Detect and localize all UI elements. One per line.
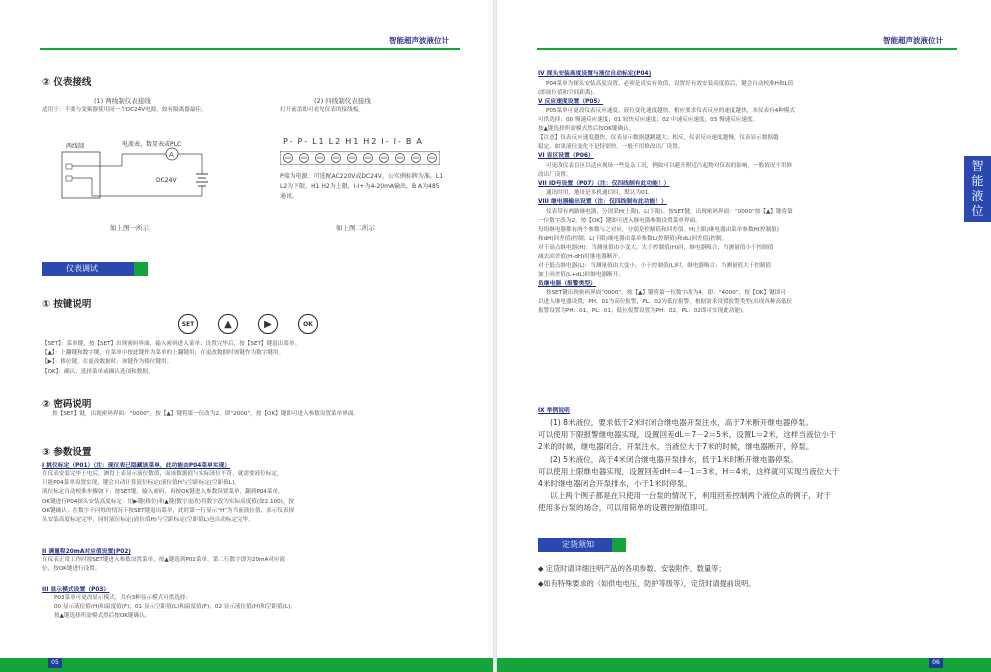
- right-section-line: 以进入继电器设置，PH、01为高位报警，PL、02为低位报警。根据需求设置报警类型(出现各种高低位: [538, 299, 793, 305]
- label-dc24v: DC24V: [156, 177, 177, 184]
- left-page: [0, 0, 494, 672]
- side-tab-char: 智: [971, 159, 984, 173]
- example-line: 可以使用下限报警继电器实现，设置回差dL＝7－2＝5米，设置L＝2米，这样当液位小于: [538, 430, 837, 440]
- password-title: ② 密码说明: [42, 399, 92, 410]
- key-line-up: 【▲】：上翻键和数字键，在菜单中按此键作为菜单的上翻键用；在更改数据时该键作为数字键用。: [42, 350, 285, 357]
- terminal-label: L1: [312, 137, 326, 146]
- terminal-label: A: [416, 137, 424, 146]
- p01-line: 在仪表安装完毕上电后，测得上表显示液位数值，而该数据值与实际液位不符，就需要液位标定。: [42, 471, 283, 477]
- terminal-b: [66, 176, 72, 181]
- right-section-line: 可更改仪表盲区以适应现场一些复杂工况，例如可以避开附近凸起物对仪表的影响，一般情况不用修: [546, 162, 793, 169]
- right-section-title: VI 盲区设置（P06）: [538, 153, 594, 159]
- key-line-ok: 【OK】：确认、选择菜单或确认选项和数据。: [42, 368, 154, 375]
- right-section-line: 对于高点继电器(H)：当测量值由小变大，大于控制值(H)时，继电器吸合；当测量值小于控制值: [538, 244, 774, 251]
- wiring-col2-text: 打开前盖即可看见仪表的接线板。: [280, 107, 364, 113]
- wiring-title: ② 仪表接线: [42, 77, 92, 88]
- right-footer-band: [497, 658, 991, 672]
- terminal-a: [66, 164, 72, 169]
- right-section-line: 改出厂设置。: [538, 171, 572, 178]
- side-tab-char: 位: [971, 204, 984, 218]
- right-section-line: 每组继电器都有两个参数与之对应，分别是控制值和回差值。H(上限)继电器由菜单参数H(控制值): [538, 226, 779, 233]
- section-bar-order: 定货须知: [538, 538, 612, 552]
- key-line-right: 【▶】：移位键，在更改数据时，该键作为移位键用。: [42, 359, 173, 366]
- caption-fig2: 如上图二所示: [336, 224, 375, 232]
- up-key: ▲: [218, 314, 238, 334]
- terminal-note: P端为电源：可选配AC220V或DC24V。公实例标牌为准。L1 L2为下限，H1 H2为上限，I-I+为4-20mA输出，B A为485通讯。: [280, 173, 444, 200]
- terminal-label: B: [405, 137, 414, 146]
- key-line-set: 【SET】：菜单键，按【SET】出现密码界面，输入密码进入菜单；设置完毕后，按【SET】键退出菜单。: [42, 341, 301, 347]
- example-line: 使用多台泵的场合，可以用简单的设置控制值即可。: [538, 503, 713, 513]
- two-wire-diagram: [52, 134, 237, 204]
- right-section-line: 通讯时用，地址是多机通信时，默认为01。: [546, 190, 654, 196]
- caption-fig1: 如上图一所示: [110, 224, 149, 232]
- p01-line: 液位标定自动校准步骤如下：按SET键，输入密码，再按OK键进入参数设置菜单，翻到P04菜单，: [42, 489, 284, 496]
- right-section-line: 减去回差值(H-dH)时继电器断开。: [538, 253, 624, 260]
- right-key: ▶: [258, 314, 278, 334]
- right-section-title: V 反应速度设置（P05）: [538, 98, 604, 105]
- p03-line: 00 显示液位值(H)和温度值(F)；01 显示空距值(L)和温度值(F)；02 显示液位值(H)和空距值(L)。: [54, 604, 296, 611]
- p03-body: [54, 594, 464, 622]
- p02-title: II 满量程20mA对应值设置(P02): [42, 549, 131, 555]
- left-footer-band: [0, 658, 494, 672]
- p01-line: OK键确认；在数字不闪烁的情况下按SET键退出菜单，此时第一行显示“H”为当前液位值，表示仪表探: [42, 507, 295, 514]
- p01-body: [42, 470, 466, 525]
- right-section-line: 按SET键出现密码界面“0000”，按【▲】键将第一位数字改为4，即：“4000”，按【OK】键即可: [546, 290, 786, 296]
- svg-text:A: A: [169, 151, 174, 159]
- section-bar-debug: 仪表调试: [42, 262, 134, 276]
- example-line: 可以使用上限继电器实现，设置回差dH＝4－1＝3米，H＝4米，这样就可实现当液位大于: [538, 466, 840, 476]
- left-header-line: [40, 48, 460, 50]
- keys-description: [42, 340, 462, 377]
- right-section-line: 可供选择：00 慢速反应速度；01 较快反应速度；02 中速反应速度；03 慢速反应速度。: [538, 117, 759, 123]
- terminal-labels: [283, 137, 427, 146]
- label-2wire: 两线制: [66, 143, 85, 150]
- right-page: [497, 0, 991, 672]
- terminal-label: H2: [363, 137, 379, 146]
- left-page-number: 05: [48, 658, 62, 668]
- right-section-line: P04菜单为探头安装高度设置，必须是真实有效值，设置好有效安装高度值后，键会自动校准H和L值: [546, 80, 794, 87]
- right-section-line: 对于低点继电器(L)：当测量值由大变小，小于控制值(L)时，继电器吸合；当测量值大于控制值: [538, 262, 772, 269]
- p01-title: I 挑仪标定（P01）（注：现仪表已隐藏该菜单，此功能由P04菜单实现）: [42, 463, 231, 469]
- example-line: (2) 5米液位，高于4米闭合继电器开泵排水，低于1米时断开继电器停泵。: [550, 454, 798, 464]
- terminal-label: I-: [393, 137, 403, 146]
- right-section-title: IV 探头安装高度设置与液位自动标定(P04): [538, 71, 652, 77]
- terminal-label: P-: [283, 137, 295, 146]
- left-header-title: 智能超声波液位计: [389, 36, 449, 45]
- keys-title: ① 按键说明: [42, 299, 92, 310]
- example-line: 以上两个例子都是在只使用一台泵的情况下，利用回差控制两个液位点的例子，对于: [550, 491, 831, 501]
- terminal-label: I-: [381, 137, 391, 146]
- p02-line: 在仪表正常工作时按SET键进入参数设置菜单，按▲键选到P02菜单，第二行数字即为20mA对应液: [42, 557, 286, 563]
- right-section-line: 和dH(回差值)控制；L(下限)继电器由菜单参数L(控制值)和dL(回差值)控制。: [538, 235, 728, 242]
- example-body: [538, 417, 958, 515]
- right-section-line: 按▲键选择所需模式然后按OK键确认。: [538, 126, 635, 132]
- side-tab: [964, 156, 991, 222]
- right-section-line: 稳定。如果液位变化不是特别快，一般不用修改出厂设置。: [538, 144, 684, 150]
- password-text: 按【SET】键，出现密码界面：“0000”，按【▲】键将第一位改为2，即“2000”，按【OK】键即可进入参数设置菜单界面。: [52, 411, 360, 417]
- right-section-line: 仪表带有两路继电器，分别采H(上限)、L(下限)。按SET键，出现密码界面：“0000”按【▲】键将第: [546, 208, 793, 215]
- p02-body: [42, 556, 466, 574]
- example-line: 2米的时候，继电器闭合，开泵注水，当液位大于7米的时候，继电器断开，停泵。: [538, 442, 814, 452]
- right-section-title: VII ID号设置（P07）（注：仅四线制有此功能！）: [538, 180, 670, 187]
- order-bullet-1: ◆ 定货时请详细注明产品的各项参数、安装附件、数量等；: [538, 564, 726, 573]
- right-page-number: 06: [929, 658, 943, 668]
- right-section-line: P05菜单可更改仪表反应速度，液位变化速度越快，相应要求仪表反应的速度越快，本仪表有4种模式: [546, 108, 795, 114]
- right-section-line: 【注意】仪表反应速度越快，仪表显示数据越跳越大；相反，仪表反应速度越慢，仪表显示数据越: [538, 135, 779, 141]
- right-header-line: [537, 48, 957, 50]
- p01-line: 只能P04菜单设置实现，键会自动计算液位标定(液位值H与空距标定(空距值L)。: [42, 480, 240, 487]
- terminal-label: L2: [328, 137, 343, 146]
- terminal-label: P-: [297, 137, 310, 146]
- example-line: (1) 8米液位，要求低于2米时闭合继电器开泵注水，高于7米断开继电器停泵。: [550, 418, 814, 427]
- wiring-col1-title: (1) 两线制仪表接线: [94, 97, 151, 105]
- param-title: ③ 参数设置: [42, 447, 92, 458]
- p03-line: P03菜单可更改显示模式，共有3种显示模式可供选择：: [54, 595, 192, 601]
- p01-line: 头安装高度标定完毕，同时液位标定(液位值H)与空距标定(空距值L)也自动标定完毕。: [42, 517, 254, 524]
- terminal-block: [280, 151, 440, 165]
- right-section-line: 一位数字改为2，按【OK】键即可进入继电器参数设置菜单界面。: [538, 217, 701, 224]
- p03-title: III 显示模式设置（P03）: [42, 587, 110, 593]
- p02-line: 位，按OK键进行设置。: [42, 566, 101, 573]
- right-section-line: 报警设置为PH：01，PL：01；低位报警设置为PH：02，PL：02即可实现此功能)。: [538, 308, 748, 314]
- right-header-title: 智能超声波液位计: [883, 36, 943, 45]
- side-tab-char: 液: [971, 189, 984, 203]
- terminal-label: H1: [345, 137, 361, 146]
- wiring-col2-title: (2) 四线制仪表接线: [314, 97, 371, 105]
- ok-key: OK: [298, 314, 318, 334]
- right-sections: [538, 70, 956, 316]
- sensor-box: [62, 152, 100, 198]
- right-section-line: 加上回差值(L+dL)时继电器断开。: [538, 271, 624, 278]
- label-meter: 电流表、数显表或PLC: [122, 141, 182, 148]
- p03-line: 按▲键选择所需模式然后按OK键确认。: [54, 613, 151, 620]
- p01-line: OK键进行P04探头安装高度标定：用▶键(移位)和▲键(数字更改)将数字改为实际高度值(如2.100)，按: [42, 498, 295, 505]
- order-bullet-2: ◆如有特殊要求的（如供电电压、防护等级等），定货时请提前说明。: [538, 579, 756, 588]
- set-key: SET: [178, 314, 198, 334]
- side-tab-char: 能: [971, 174, 984, 188]
- right-section-title: VIII 继电器输出设置（注：仅四线制有此功能！）: [538, 199, 667, 205]
- right-section-line: (即液位值和空间距离)。: [538, 89, 599, 96]
- example-line: 4米时继电器闭合开泵排水，小于1米时停泵。: [538, 479, 692, 489]
- wiring-col1-text: 适用于：不要与变频器使用同一个DC24V电源，如有隔离器最佳。: [42, 107, 207, 113]
- right-section-title: 负继电器（报警类型）: [538, 280, 596, 287]
- example-title: IX 举例说明: [538, 408, 570, 414]
